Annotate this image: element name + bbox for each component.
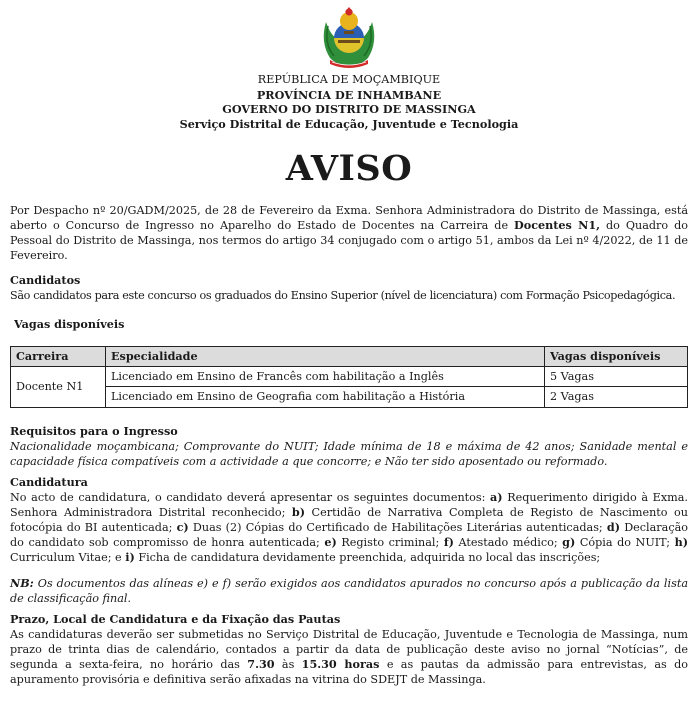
prazo-text-1: As candidaturas deverão ser submetidas no Serviço Distrital de Educação, Juventude e Tecnologia de Massinga, num prazo de trinta dias de calendário, contados a partir da data de publicação deste aviso no jornal “Notícias”, de segunda a sexta-feira, no horário das: [10, 627, 688, 672]
item-b-label: b): [291, 505, 306, 520]
prazo-hour-end: 15.30 horas: [301, 657, 380, 672]
item-d-label: d): [606, 520, 621, 535]
service-name: Serviço Distrital de Educação, Juventude e Tecnologia: [179, 116, 519, 131]
mozambique-coat-of-arms-icon: [318, 4, 380, 70]
vacancies-table: [10, 346, 688, 407]
requisitos-heading: Requisitos para o Ingresso: [10, 423, 178, 438]
page-title: AVISO: [285, 148, 413, 190]
intro-paragraph: [10, 203, 688, 263]
item-e-label: e): [324, 535, 337, 550]
item-c-text: Duas (2) Cópias do Certificado de Habilitações Literárias autenticadas;: [188, 521, 607, 535]
cell-carreira: Docente N1: [11, 367, 106, 407]
table-row: [11, 387, 688, 407]
candidatura-heading: Candidatura: [10, 474, 88, 489]
prazo-text-3: e as pautas da admissão para entrevistas, as do apuramento provisória e definitiva serão afixadas na vitrina do SDEJT de Massinga.: [10, 658, 688, 687]
cell-especialidade: Licenciado em Ensino de Geografia com habilitação a História: [106, 387, 545, 407]
table-row: [11, 367, 688, 387]
nota-paragraph: [10, 576, 688, 606]
prazo-heading: Prazo, Local de Candidatura e da Fixação das Pautas: [10, 611, 341, 626]
item-g-text: Cópia do NUIT;: [575, 536, 675, 550]
prazo-text-2: às: [274, 658, 302, 672]
government-name: GOVERNO DO DISTRITO DE MASSINGA: [222, 102, 476, 117]
intro-text-2: do Quadro do Pessoal do Distrito de Massinga, nos termos do artigo 34 conjugado com o artigo 51, ambos da Lei nº 4/2022, de 11 de Fevereiro.: [10, 218, 688, 262]
vagas-heading: Vagas disponíveis: [14, 317, 125, 332]
item-g-label: g): [562, 535, 576, 550]
nota-label: NB:: [10, 575, 34, 590]
column-header-carreira: Carreira: [11, 347, 106, 367]
item-b-text: Certidão de Narrativa Completa de Registo de Nascimento ou fotocópia do BI autenticada;: [10, 506, 688, 535]
item-a-text: Requerimento dirigido à Exma. Senhora Administradora Distrital reconhecido;: [10, 491, 688, 520]
cell-vagas: 2 Vagas: [545, 387, 688, 407]
item-c-label: c): [176, 520, 189, 535]
candidatos-heading: Candidatos: [10, 272, 81, 287]
item-f-label: f): [443, 535, 454, 550]
item-h-text: Curriculum Vitae; e: [10, 551, 126, 565]
candidatos-text: São candidatos para este concurso os graduados do Ensino Superior (nível de licenciatura) com Formação Psicopedagógica.: [10, 289, 676, 303]
prazo-text: [10, 627, 688, 687]
requisitos-text: Nacionalidade moçambicana; Comprovante do NUIT; Idade mínima de 18 e máxima de 42 anos; Sanidade mental e capacidade física compatíveis com a actividade a que concorre; e Não ter sido aposentado ou reformado.: [10, 439, 688, 468]
column-header-especialidade: Especialidade: [106, 347, 545, 367]
item-a-label: a): [490, 490, 503, 505]
candidatura-intro: No acto de candidatura, o candidato deverá apresentar os seguintes documentos:: [10, 491, 491, 505]
intro-bold: Docentes N1,: [514, 217, 601, 232]
column-header-vagas: Vagas disponíveis: [545, 347, 688, 367]
cell-especialidade: Licenciado em Ensino de Francês com habilitação a Inglês: [106, 367, 545, 387]
table-header-row: [11, 347, 688, 367]
nota-text: Os documentos das alíneas e) e f) serão exigidos aos candidatos apurados no concurso após a publicação da lista de classificação final.: [10, 576, 688, 605]
item-i-label: i): [125, 550, 135, 565]
item-d-text: Declaração do candidato sob compromisso de honra autenticada;: [10, 521, 688, 550]
letterhead: [10, 73, 688, 131]
candidatura-text: [10, 490, 688, 566]
intro-text-1: Por Despacho nº 20/GADM/2025, de 28 de Fevereiro da Exma. Senhora Administradora do Distrito de Massinga, está aberto o Concurso de Ingresso no Aparelho do Estado de Docentes na Carreira de: [10, 203, 688, 232]
item-e-text: Registo criminal;: [336, 536, 444, 550]
province-name: PROVÍNCIA DE INHAMBANE: [256, 87, 442, 102]
item-h-label: h): [674, 535, 689, 550]
item-f-text: Atestado médico;: [453, 536, 563, 550]
country-name: REPÚBLICA DE MOÇAMBIQUE: [257, 73, 441, 86]
cell-vagas: 5 Vagas: [545, 367, 688, 387]
item-i-text: Ficha de candidatura devidamente preenchida, adquirida no local das inscrições;: [134, 551, 601, 565]
prazo-hour-start: 7.30: [247, 657, 275, 672]
